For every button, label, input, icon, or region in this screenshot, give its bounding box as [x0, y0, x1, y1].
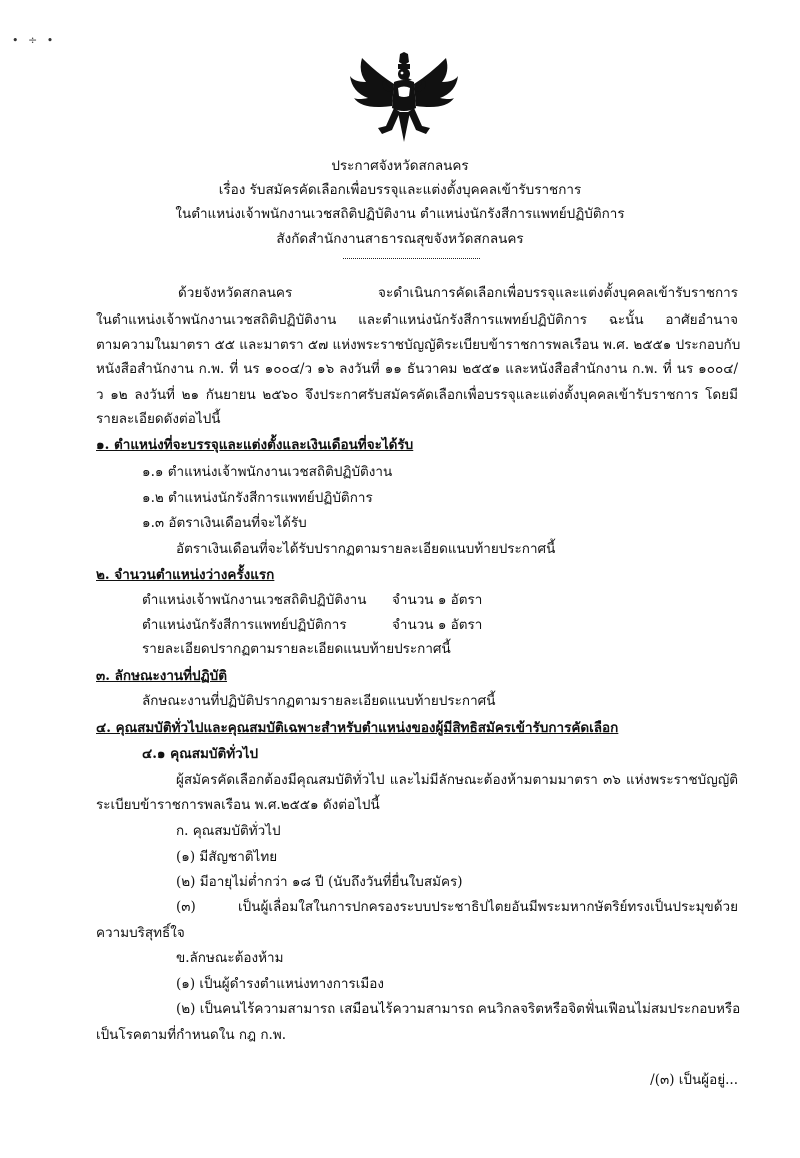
section4-paragraph: ระเบียบข้าราชการพลเรือน พ.ศ.๒๕๕๑ ดังต่อไปนี้ — [96, 797, 380, 813]
qualification-item: ความบริสุทธิ์ใจ — [96, 925, 185, 941]
prohibition-item: เป็นโรคตามที่กำหนดใน กฎ ก.พ. — [96, 1027, 287, 1043]
continued-footer: /(๓) เป็นผู้อยู่... — [650, 1072, 738, 1088]
qualification-item: (๓) เป็นผู้เลื่อมใสในการปกครองระบบประชาธิปไตยอันมีพระมหากษัตริย์ทรงเป็นประมุขด้วย — [176, 899, 738, 915]
section2-heading: ๒. จำนวนตำแหน่งว่างครั้งแรก — [96, 567, 275, 583]
intro-line: ตามความในมาตรา ๕๕ และมาตรา ๕๗ แห่งพระราชบัญญัติระเบียบข้าราชการพลเรือน พ.ศ. ๒๕๕๑ ประกอบกับ — [96, 337, 741, 353]
prohibition-item: (๑) เป็นผู้ดำรงตำแหน่งทางการเมือง — [176, 976, 384, 992]
section4-heading: ๔. คุณสมบัติทั่วไปและคุณสมบัติเฉพาะสำหรับตำแหน่งของผู้มีสิทธิสมัครเข้ารับการคัดเลือก — [96, 720, 619, 736]
intro-line: ในตำแหน่งเจ้าพนักงานเวชสถิติปฏิบัติงาน และตำแหน่งนักรังสีการแพทย์ปฏิบัติการ ฉะนั้น อาศัยอำนาจ — [96, 312, 738, 328]
vacancy-position: ตำแหน่งนักรังสีการแพทย์ปฏิบัติการ — [142, 617, 347, 633]
announcement-subject: เรื่อง รับสมัครคัดเลือกเพื่อบรรจุและแต่งตั้งบุคคลเข้ารับราชการ — [218, 182, 582, 198]
announcement-positions: ในตำแหน่งเจ้าพนักงานเวชสถิติปฏิบัติงาน ตำแหน่งนักรังสีการแพทย์ปฏิบัติการ — [175, 206, 625, 222]
section1-item: ๑.๓ อัตราเงินเดือนที่จะได้รับ — [142, 515, 307, 531]
announcement-issuer: ประกาศจังหวัดสกลนคร — [331, 158, 469, 174]
section3-text: ลักษณะงานที่ปฏิบัติปรากฏตามรายละเอียดแนบท้ายประกาศนี้ — [142, 693, 496, 709]
qualification-heading: ก. คุณสมบัติทั่วไป — [176, 823, 281, 839]
section1-item: ๑.๒ ตำแหน่งนักรังสีการแพทย์ปฏิบัติการ — [142, 490, 373, 506]
section1-item: ๑.๑ ตำแหน่งเจ้าพนักงานเวชสถิติปฏิบัติงาน — [142, 464, 393, 480]
section1-item-detail: อัตราเงินเดือนที่จะได้รับปรากฏตามรายละเอียดแนบท้ายประกาศนี้ — [176, 541, 556, 557]
vacancy-count: จำนวน ๑ อัตรา — [392, 592, 483, 608]
section4-paragraph: ผู้สมัครคัดเลือกต้องมีคุณสมบัติทั่วไป และไม่มีลักษณะต้องห้ามตามมาตรา ๓๖ แห่งพระราชบัญญัติ — [176, 772, 738, 788]
section4-subheading: ๔.๑ คุณสมบัติทั่วไป — [142, 746, 259, 762]
title-divider — [343, 258, 480, 259]
prohibition-heading: ข.ลักษณะต้องห้าม — [176, 950, 284, 966]
announcement-affiliation: สังกัดสำนักงานสาธารณสุขจังหวัดสกลนคร — [276, 231, 524, 247]
intro-line: รายละเอียดดังต่อไปนี้ — [96, 411, 221, 427]
vacancy-count: จำนวน ๑ อัตรา — [392, 617, 483, 633]
garuda-emblem-icon — [348, 52, 460, 144]
qualification-item: (๒) มีอายุไม่ต่ำกว่า ๑๘ ปี (นับถึงวันที่ยื่นใบสมัคร) — [176, 874, 463, 890]
intro-line: หนังสือสำนักงาน ก.พ. ที่ นร ๑๐๐๔/ว ๑๖ ลงวันที่ ๑๑ ธันวาคม ๒๕๕๑ และหนังสือสำนักงาน ก.พ. ที่ นร ๑๐๐๔/ — [96, 361, 738, 377]
vacancy-note: รายละเอียดปรากฏตามรายละเอียดแนบท้ายประกาศนี้ — [142, 641, 451, 657]
section1-heading: ๑. ตำแหน่งที่จะบรรจุและแต่งตั้งและเงินเดือนที่จะได้รับ — [96, 437, 414, 453]
prohibition-item: (๒) เป็นคนไร้ความสามารถ เสมือนไร้ความสามารถ คนวิกลจริตหรือจิตฟั่นเฟือนไม่สมประกอบหรือ — [176, 1001, 741, 1017]
intro-line: ด้วยจังหวัดสกลนคร จะดำเนินการคัดเลือกเพื่อบรรจุและแต่งตั้งบุคคลเข้ารับราชการ — [178, 285, 738, 301]
vacancy-position: ตำแหน่งเจ้าพนักงานเวชสถิติปฏิบัติงาน — [142, 592, 367, 608]
section3-heading: ๓. ลักษณะงานที่ปฏิบัติ — [96, 668, 228, 684]
corner-marks: • ÷ • — [12, 34, 57, 47]
intro-line: ว ๑๒ ลงวันที่ ๒๑ กันยายน ๒๕๖๐ จึงประกาศรับสมัครคัดเลือกเพื่อบรรจุและแต่งตั้งบุคคลเข้ารับราชการ โดยมี — [96, 387, 738, 403]
qualification-item: (๑) มีสัญชาติไทย — [176, 849, 278, 865]
